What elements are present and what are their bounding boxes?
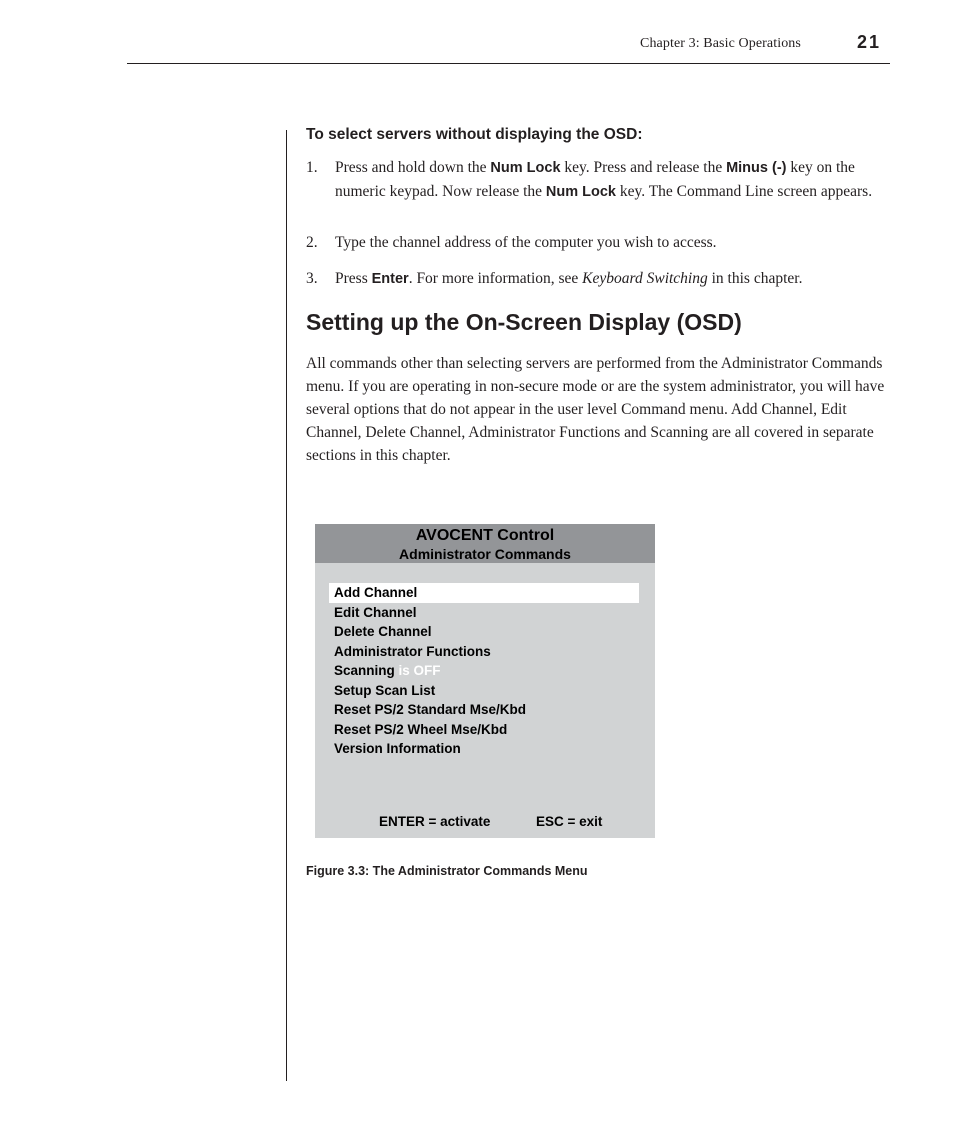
osd-menu-item-edit-channel[interactable]: Edit Channel [334, 605, 417, 620]
osd-title-bar [315, 524, 655, 563]
step-text-part: in this chapter. [707, 270, 803, 287]
step-text-part: Press [335, 270, 372, 287]
body-paragraph: All commands other than selecting servers are performed from the Administrator Commands menu. If you are operating in non-secure mode or are the system administrator, you will have several options that do not appear in the user level Command menu. Add Channel, Edit Channel, Delete Channel, Administrator Functions and Scanning are all covered in separate sections in this chapter. [306, 355, 885, 464]
key-name: Minus (-) [726, 160, 787, 176]
key-name: Num Lock [490, 160, 561, 176]
scanning-status: is OFF [394, 663, 441, 678]
section-title: Setting up the On-Screen Display (OSD) [306, 309, 742, 335]
figure-caption: Figure 3.3: The Administrator Commands Menu [306, 864, 588, 878]
page-number: 21 [857, 32, 882, 52]
step-text: Type the channel address of the computer you wish to access. [335, 234, 717, 251]
step-1 [306, 156, 896, 204]
step-number: 1. [306, 159, 318, 176]
osd-menu-item-scanning[interactable] [329, 661, 639, 681]
step-text-part: Press and hold down the [335, 159, 491, 176]
osd-subtitle: Administrator Commands [399, 546, 571, 562]
step-number: 3. [306, 270, 318, 287]
step-number: 2. [306, 234, 318, 251]
osd-menu-item-setup-scan-list[interactable]: Setup Scan List [334, 683, 436, 698]
osd-menu-item-reset-ps2-standard[interactable]: Reset PS/2 Standard Mse/Kbd [334, 702, 527, 717]
osd-menu-item-delete-channel[interactable]: Delete Channel [334, 624, 432, 639]
step-3 [306, 267, 896, 291]
osd-menu-item-add-channel[interactable]: Add Channel [329, 583, 639, 603]
osd-menu-item-version-information[interactable]: Version Information [334, 741, 461, 756]
header-rule [127, 63, 890, 64]
step-text [335, 156, 896, 204]
osd-screenshot [315, 524, 655, 838]
step-text-part: key. The Command Line screen appears. [615, 183, 873, 200]
margin-rule [286, 130, 287, 1081]
step-text-part: key on the numeric keypad. Now release the [335, 159, 855, 200]
step-text-part: . For more information, see [408, 270, 583, 287]
step-text [335, 267, 896, 291]
step-2 [306, 231, 896, 254]
cross-reference: Keyboard Switching [582, 270, 708, 287]
osd-menu-item-label: Scanning [334, 663, 395, 678]
key-name: Num Lock [545, 184, 616, 200]
osd-menu-item-reset-ps2-wheel[interactable]: Reset PS/2 Wheel Mse/Kbd [334, 722, 508, 737]
osd-title: AVOCENT Control [415, 527, 555, 544]
step-text-part: key. Press and release the [560, 159, 727, 176]
procedure-heading: To select servers without displaying the OSD: [306, 126, 643, 143]
running-header-chapter: Chapter 3: Basic Operations [640, 36, 801, 51]
osd-menu-item-administrator-functions[interactable]: Administrator Functions [334, 644, 491, 659]
osd-footer-esc: ESC = exit [536, 814, 603, 829]
osd-footer-enter: ENTER = activate [379, 814, 491, 829]
key-name: Enter [371, 271, 409, 287]
